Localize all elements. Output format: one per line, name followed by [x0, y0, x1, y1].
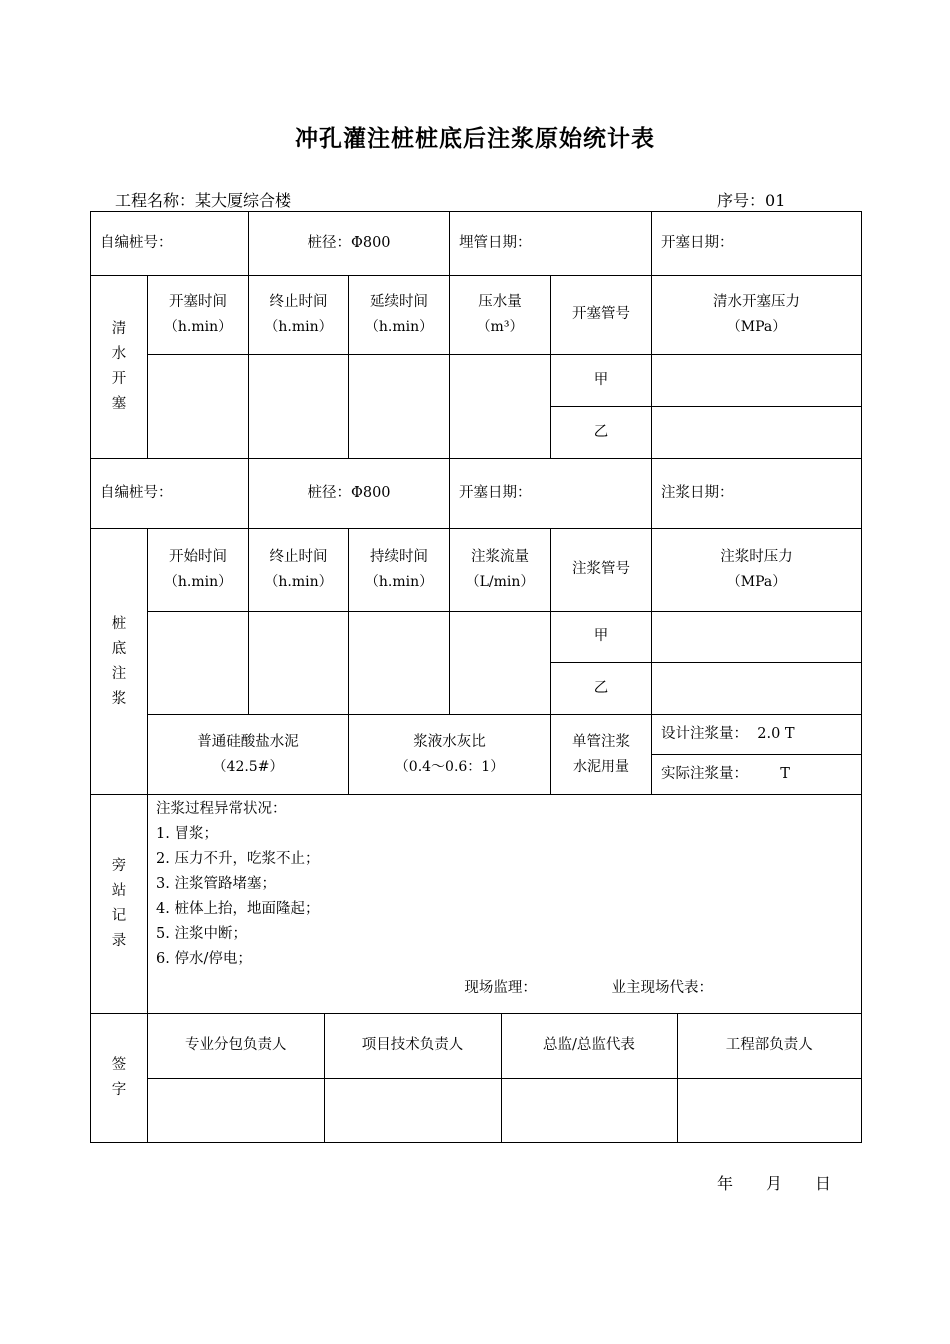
- list-item: 5. 注浆中断；: [156, 926, 247, 942]
- grout-date-label: 注浆日期：: [652, 459, 862, 529]
- col-open-pressure: 清水开塞压力 （MPa）: [652, 276, 862, 355]
- cement-type: 普通硅酸盐水泥 （42.5#）: [148, 715, 349, 795]
- serial-number: [717, 188, 785, 211]
- clearwater-open-time-cell[interactable]: [148, 355, 249, 459]
- sign-tech-lead-cell[interactable]: [324, 1078, 501, 1142]
- clearwater-side-label: 清 水 开 塞: [91, 276, 148, 459]
- list-item: 1. 冒浆；: [156, 826, 218, 842]
- grout-pipe-a-label: 甲: [551, 612, 652, 663]
- pile-diameter: 桩径：Φ800: [249, 212, 450, 276]
- actual-grout-amount: 实际注浆量： T: [652, 755, 862, 795]
- month-label: 月: [766, 1174, 783, 1193]
- col-grout-flow: 注浆流量 （L/min）: [450, 529, 551, 612]
- pile-no-label-2: 自编桩号：: [91, 459, 249, 529]
- record-side-label: 旁 站 记 录: [91, 795, 148, 1014]
- sign-chief-supervisor-cell[interactable]: [501, 1078, 677, 1142]
- burial-date-label: 埋管日期：: [450, 212, 652, 276]
- clearwater-volume-cell[interactable]: [450, 355, 551, 459]
- list-item: 3. 注浆管路堵塞；: [156, 876, 276, 892]
- list-item: 4. 桩体上抬，地面隆起；: [156, 901, 320, 917]
- grouting-start-time-cell[interactable]: [148, 612, 249, 715]
- water-cement-ratio: 浆液水灰比 （0.4～0.6：1）: [349, 715, 551, 795]
- clearwater-data-row-a: [91, 355, 862, 407]
- col-grout-pipe: 注浆管号: [551, 529, 652, 612]
- clearwater-end-time-cell[interactable]: [249, 355, 349, 459]
- col-pipe-number: 开塞管号: [551, 276, 652, 355]
- anomaly-heading: 注浆过程异常状况：: [156, 801, 287, 817]
- open-date-label-2: 开塞日期：: [450, 459, 652, 529]
- date-line: [717, 1171, 864, 1194]
- project-label: 工程名称：: [115, 191, 196, 210]
- serial-label: 序号：: [717, 191, 766, 210]
- grouting-header-row: [91, 529, 862, 612]
- header-row-1: [91, 212, 862, 276]
- owner-rep-label: 业主现场代表：: [611, 980, 714, 996]
- design-grout-amount: 设计注浆量： 2.0 T: [652, 715, 862, 755]
- page-title: 冲孔灌注桩桩底后注浆原始统计表: [295, 126, 655, 152]
- year-label: 年: [717, 1174, 734, 1193]
- clearwater-pressure-a-cell[interactable]: [652, 355, 862, 407]
- open-date-label: 开塞日期：: [652, 212, 862, 276]
- col-end-time: 终止时间 （h.min）: [249, 276, 349, 355]
- list-item: 2. 压力不升，吃浆不止；: [156, 851, 320, 867]
- signature-grid: [148, 1014, 861, 1142]
- role-engineering-head: 工程部负责人: [677, 1014, 861, 1078]
- role-subcontractor: 专业分包负责人: [148, 1014, 324, 1078]
- col-open-time: 开塞时间 （h.min）: [148, 276, 249, 355]
- col-grout-end-time: 终止时间 （h.min）: [249, 529, 349, 612]
- project-value: 某大厦综合楼: [195, 191, 292, 210]
- header-row-2: [91, 459, 862, 529]
- sign-engineering-head-cell[interactable]: [677, 1078, 861, 1142]
- site-supervisor-label: 现场监理：: [464, 980, 537, 996]
- grouting-record-form: [90, 211, 862, 1143]
- col-start-time: 开始时间 （h.min）: [148, 529, 249, 612]
- grouting-end-time-cell[interactable]: [249, 612, 349, 715]
- clearwater-pressure-b-cell[interactable]: [652, 407, 862, 459]
- pile-no-label: 自编桩号：: [91, 212, 249, 276]
- grout-pipe-b-label: 乙: [551, 663, 652, 715]
- col-duration: 延续时间 （h.min）: [349, 276, 450, 355]
- signature-side-label: 签 字: [91, 1014, 148, 1143]
- clearwater-header-row: [91, 276, 862, 355]
- anomaly-list: [156, 822, 853, 972]
- col-grout-pressure: 注浆时压力 （MPa）: [652, 529, 862, 612]
- grouting-duration-cell[interactable]: [349, 612, 450, 715]
- cement-row-1: [91, 715, 862, 755]
- grouting-pressure-a-cell[interactable]: [652, 612, 862, 663]
- role-chief-supervisor: 总监/总监代表: [501, 1014, 677, 1078]
- col-water-volume: 压水量 （m³）: [450, 276, 551, 355]
- role-tech-lead: 项目技术负责人: [324, 1014, 501, 1078]
- signature-row: [91, 1014, 862, 1143]
- pipe-a-label: 甲: [551, 355, 652, 407]
- serial-value: 01: [765, 191, 786, 210]
- grouting-pressure-b-cell[interactable]: [652, 663, 862, 715]
- grouting-flow-cell[interactable]: [450, 612, 551, 715]
- record-row: [91, 795, 862, 1014]
- clearwater-duration-cell[interactable]: [349, 355, 450, 459]
- single-pipe-cement: 单管注浆 水泥用量: [551, 715, 652, 795]
- list-item: 6. 停水/停电；: [156, 951, 252, 967]
- sign-subcontractor-cell[interactable]: [148, 1078, 324, 1142]
- project-name: [115, 188, 291, 211]
- pipe-b-label: 乙: [551, 407, 652, 459]
- witness-signatures: [156, 976, 853, 1001]
- grouting-data-row-a: [91, 612, 862, 663]
- pile-diameter-2: 桩径：Φ800: [249, 459, 450, 529]
- col-grout-duration: 持续时间 （h.min）: [349, 529, 450, 612]
- anomaly-notes[interactable]: [148, 795, 862, 1014]
- day-label: 日: [815, 1174, 832, 1193]
- grouting-side-label: 桩 底 注 浆: [91, 529, 148, 795]
